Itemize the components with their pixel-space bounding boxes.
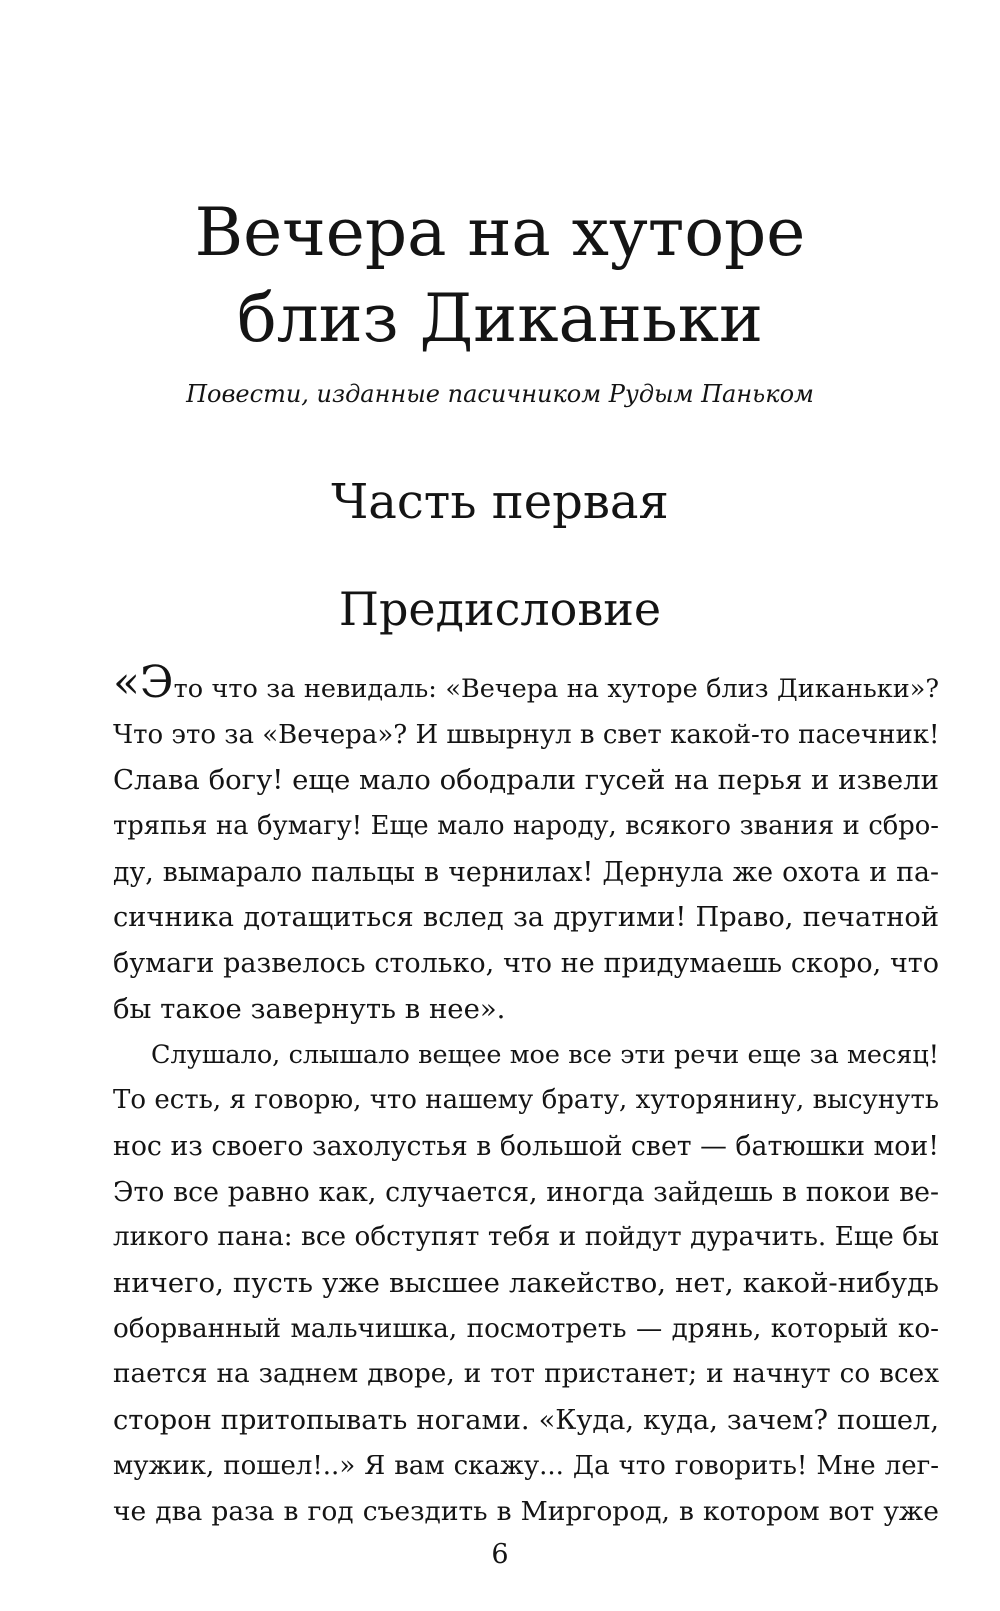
text-line: Слава богу! еще мало ободрали гусей на перья и извели	[113, 764, 939, 797]
book-title-line-2: близ Диканьки	[236, 280, 764, 357]
text-line: Что это за «Вечера»? И швырнул в свет какой-то пасечник!	[113, 719, 940, 750]
text-line: ду, вымарало пальцы в чернилах! Дернула же охота и па-	[113, 856, 939, 888]
opening-dropcap: «Э	[113, 657, 174, 708]
text-line: Это все равно как, случается, иногда зайдешь в покои ве-	[113, 1176, 939, 1208]
text-line: оборванный мальчишка, посмотреть — дрянь, который ко-	[113, 1313, 939, 1344]
part-heading: Часть первая	[331, 474, 669, 530]
page-number: 6	[491, 1539, 509, 1570]
text-line: сторон притопывать ногами. «Куда, куда, зачем? пошел,	[113, 1405, 939, 1436]
text-line: бумаги развелось столько, что не придумаешь скоро, что	[113, 948, 939, 980]
text-line	[113, 657, 939, 713]
book-subtitle: Повести, изданные пасичником Рудым Паньком	[186, 380, 814, 408]
text-line: бы такое завернуть в нее».	[113, 992, 506, 1025]
body-text	[113, 657, 940, 1535]
text-line: ликого пана: все обступят тебя и пойдут дурачить. Еще бы	[113, 1222, 939, 1253]
text-line: ничего, пусть уже высшее лакейство, нет, какой-нибудь	[113, 1266, 939, 1299]
text-line: То есть, я говорю, что нашему брату, хуторянину, высунуть	[113, 1085, 939, 1116]
text-line: сичника дотащиться вслед за другими! Право, печатной	[113, 902, 939, 934]
text-line: нос из своего захолустья в большой свет — батюшки мои!	[113, 1130, 939, 1162]
book-title-line-1: Вечера на хуторе	[194, 194, 806, 271]
text-line: тряпья на бумагу! Еще мало народу, всякого звания и сбро-	[113, 811, 939, 842]
book-title	[0, 190, 1000, 362]
text-line: мужик, пошел!..» Я вам скажу... Да что говорить! Мне лег-	[113, 1450, 939, 1481]
text-line: Слушало, слышало вещее мое все эти речи еще за месяц!	[151, 1039, 939, 1070]
text-line: пается на заднем дворе, и тот пристанет; и начнут со всех	[113, 1359, 939, 1390]
chapter-heading: Предисловие	[338, 582, 662, 636]
text-line: че два раза в год съездить в Миргород, в котором вот уже	[113, 1496, 939, 1528]
opening-line-text: то что за невидаль: «Вечера на хуторе близ Диканьки»?	[173, 674, 939, 704]
